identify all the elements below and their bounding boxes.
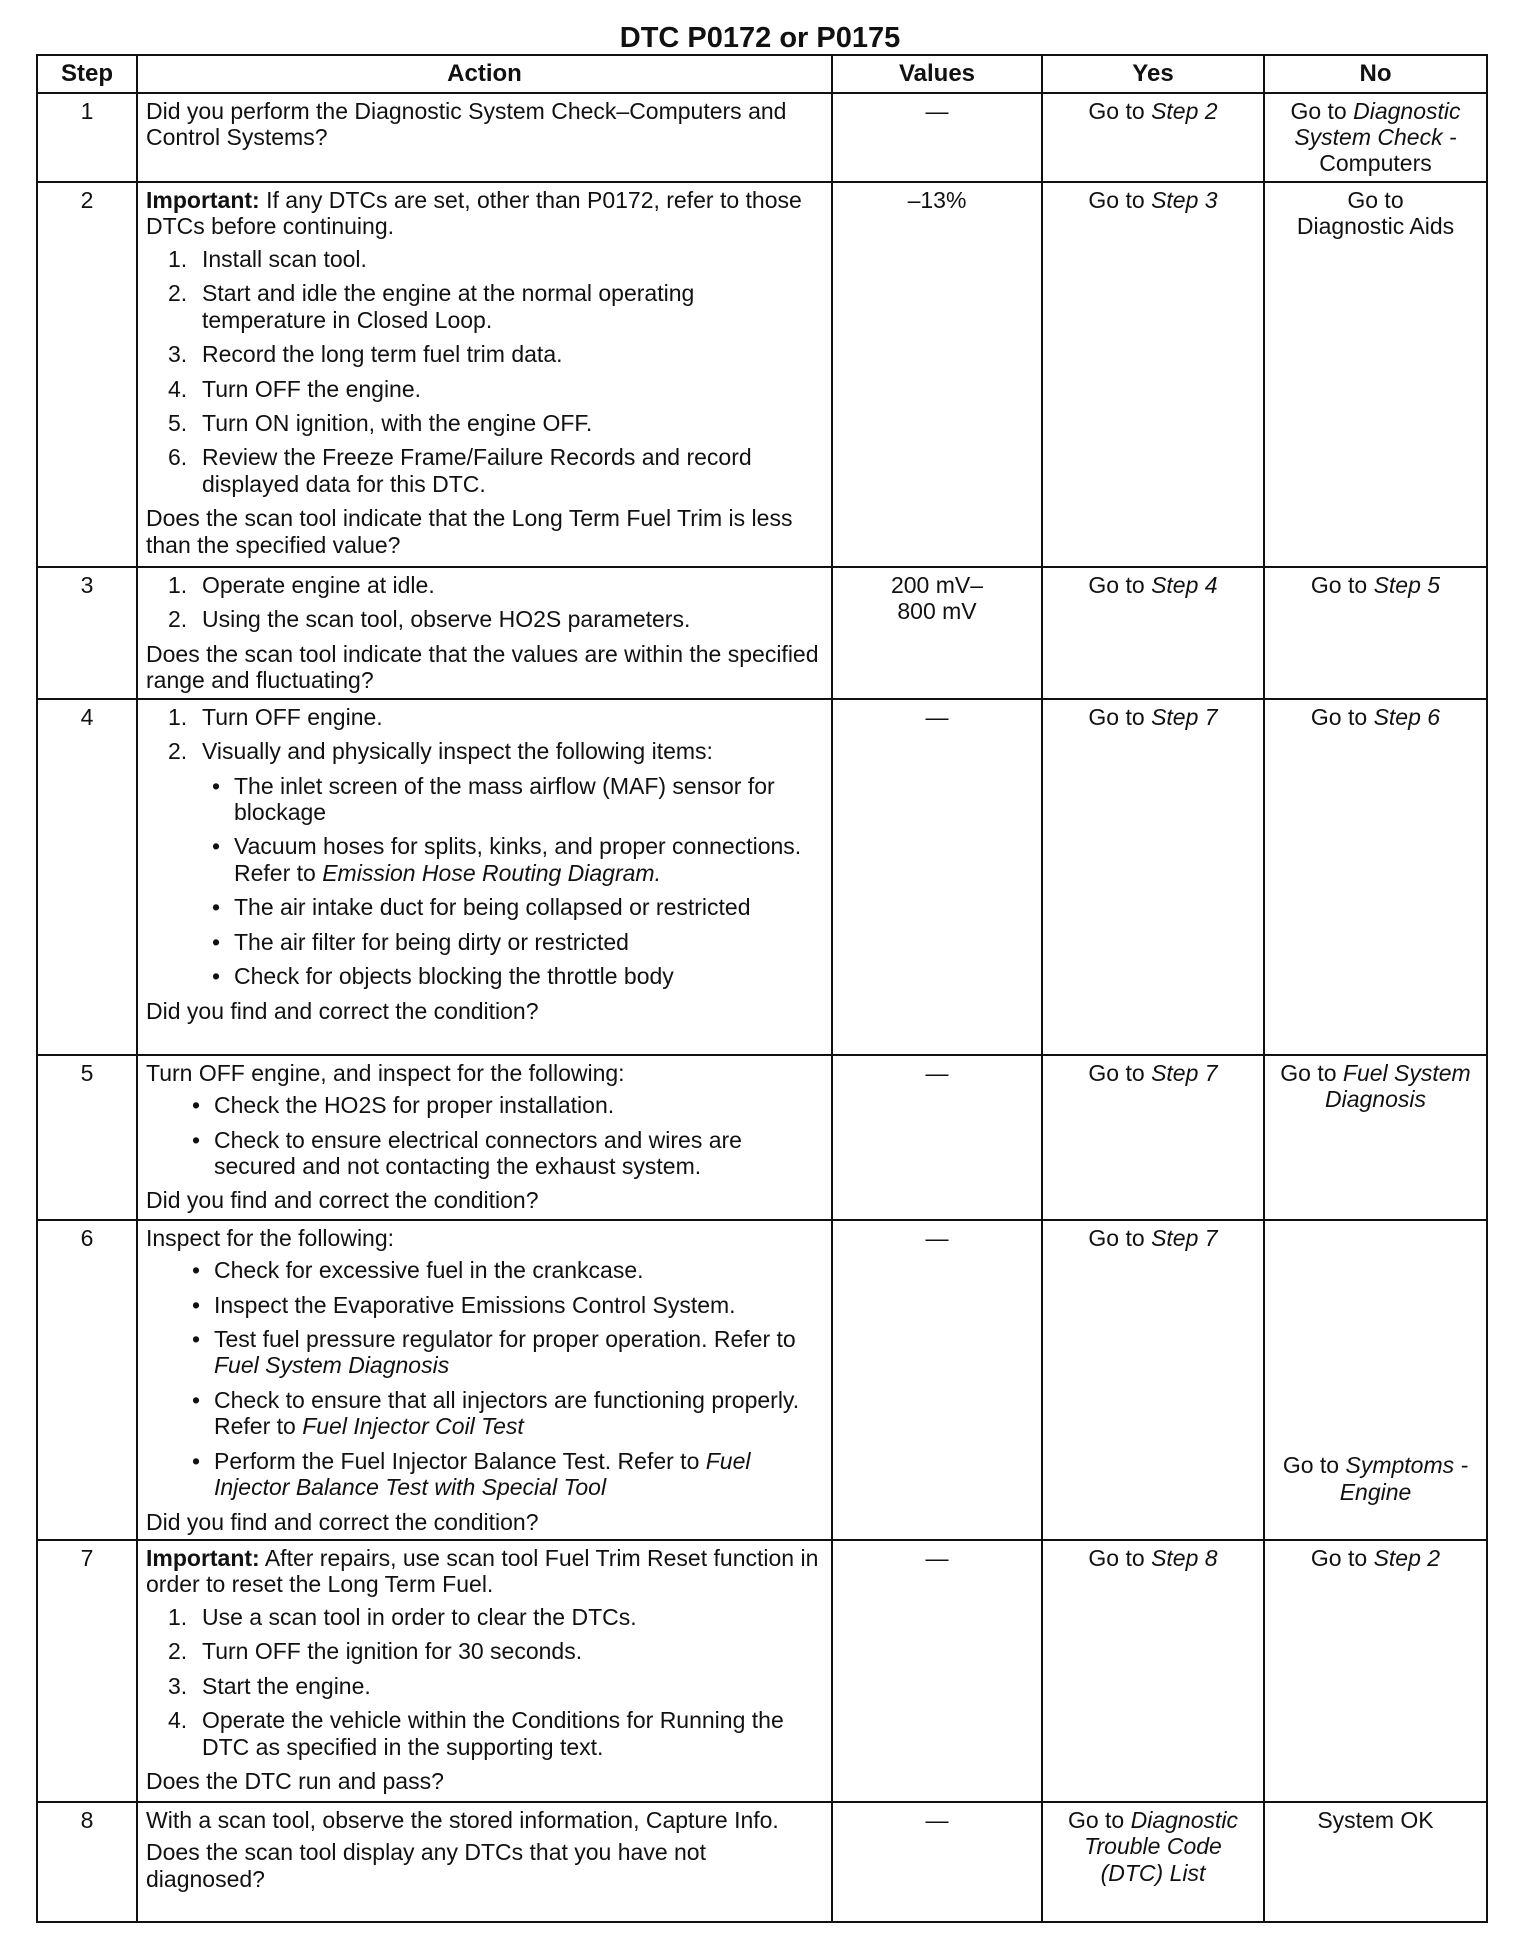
list-item: • The air filter for being dirty or restricted (212, 928, 629, 955)
list-item: • Inspect the Evaporative Emissions Control System. (192, 1291, 736, 1318)
reference-link[interactable]: Fuel Injector Balance Test with Special Tool (214, 1447, 751, 1501)
action-cell (137, 1540, 832, 1802)
action-question: Did you find and correct the condition? (146, 997, 539, 1024)
no-cell (1264, 93, 1487, 182)
action-cell (137, 699, 832, 1055)
list-item: 4. Turn OFF the engine. (168, 375, 422, 402)
yes-cell (1042, 93, 1264, 182)
important-note (146, 1545, 823, 1598)
step-number: 7 (37, 1540, 137, 1802)
value-cell: — (832, 1540, 1042, 1802)
value-cell: 200 mV– 800 mV (832, 567, 1042, 699)
header-row (37, 55, 1487, 93)
table-row (37, 567, 1487, 699)
yes-link[interactable]: Step 3 (1151, 186, 1218, 213)
action-cell (137, 93, 832, 182)
list-item: • Test fuel pressure regulator for proper operation. Refer to Fuel System Diagnosis (192, 1325, 796, 1379)
header-yes: Yes (1042, 55, 1264, 93)
table-row (37, 1055, 1487, 1220)
header-action: Action (137, 55, 832, 93)
action-question: Does the scan tool display any DTCs that you have not diagnosed? (146, 1839, 706, 1892)
action-question: Does the scan tool indicate that the Long Term Fuel Trim is less than the specified value? (146, 505, 793, 558)
list-item: 5. Turn ON ignition, with the engine OFF. (168, 409, 593, 436)
yes-cell: Go to Step 7 (1042, 1220, 1264, 1540)
header-step: Step (37, 55, 137, 93)
no-cell: Go to Step 6 (1264, 699, 1487, 1055)
yes-link[interactable]: Step 4 (1151, 571, 1218, 598)
action-intro: With a scan tool, observe the stored information, Capture Info. (146, 1807, 779, 1834)
no-cell: Go to Diagnostic Aids (1264, 182, 1487, 567)
yes-cell: Go to Step 7 (1042, 699, 1264, 1055)
action-cell (137, 567, 832, 699)
list-item: 3. Start the engine. (168, 1672, 371, 1699)
list-item: • Check to ensure electrical connectors and wires are secured and not contacting the exhaust system. (192, 1126, 742, 1179)
list-item: 3. Record the long term fuel trim data. (168, 341, 563, 368)
reference-link[interactable]: Fuel Injector Coil Test (302, 1413, 524, 1440)
action-question: Does the DTC run and pass? (146, 1768, 444, 1795)
numbered-list (146, 572, 823, 633)
action-question: Did you find and correct the condition? (146, 1508, 539, 1535)
value-cell: –13% (832, 182, 1042, 567)
important-text: After repairs, use scan tool Fuel Trim Reset function in order to reset the Long Term Fuel. (146, 1545, 819, 1598)
value-cell: — (832, 1802, 1042, 1922)
yes-cell: Go to Step 8 (1042, 1540, 1264, 1802)
yes-link[interactable]: Diagnostic Trouble Code (DTC) List (1084, 1807, 1239, 1886)
action-cell (137, 182, 832, 567)
reference-link[interactable]: Emission Hose Routing Diagram. (322, 859, 661, 886)
no-link[interactable]: Symptoms - Engine (1339, 1452, 1469, 1505)
value-cell: — (832, 699, 1042, 1055)
list-item: • Check for excessive fuel in the crankcase. (192, 1257, 644, 1284)
action-cell (137, 1802, 832, 1922)
action-intro: Did you perform the Diagnostic System Check–Computers and Control Systems? (146, 97, 787, 151)
list-item: • Check to ensure that all injectors are functioning properly. Refer to Fuel Injector Coil Test (192, 1386, 800, 1440)
yes-link[interactable]: Step 7 (1151, 703, 1218, 730)
bullet-list (146, 1257, 823, 1501)
list-item: 6. Review the Freeze Frame/Failure Records and record displayed data for this DTC. (168, 444, 752, 497)
yes-link[interactable]: Step 2 (1151, 97, 1218, 124)
list-item: 2. Visually and physically inspect the following items: (168, 738, 713, 765)
no-link[interactable]: Step 6 (1373, 703, 1441, 730)
header-no: No (1264, 55, 1487, 93)
yes-link[interactable]: Step 7 (1151, 1224, 1218, 1251)
list-item: • The inlet screen of the mass airflow (MAF) sensor for blockage (212, 772, 775, 825)
step-number: 4 (37, 699, 137, 1055)
no-link[interactable]: Diagnostic System Check - (1294, 97, 1461, 151)
list-item: • The air intake duct for being collapsed or restricted (212, 894, 751, 921)
value-cell: — (832, 93, 1042, 182)
list-item: • Check the HO2S for proper installation. (192, 1092, 615, 1119)
important-note (146, 187, 823, 240)
yes-link[interactable]: Step 7 (1151, 1059, 1218, 1086)
header-values: Values (832, 55, 1042, 93)
no-link[interactable]: Step 5 (1373, 571, 1441, 598)
yes-link[interactable]: Step 8 (1151, 1545, 1218, 1572)
numbered-list (146, 704, 823, 765)
list-item: 1. Operate engine at idle. (168, 571, 435, 598)
table-row (37, 1540, 1487, 1802)
value-cell: — (832, 1055, 1042, 1220)
bullet-list (146, 773, 823, 990)
reference-link[interactable]: Fuel System Diagnosis (214, 1352, 450, 1379)
no-prefix: Go to (1290, 97, 1354, 124)
yes-cell: Go to Step 3 (1042, 182, 1264, 567)
action-cell (137, 1055, 832, 1220)
numbered-list (146, 246, 823, 498)
important-text: If any DTCs are set, other than P0172, refer to those DTCs before continuing. (146, 186, 802, 240)
no-link[interactable]: Diagnostic Aids (1296, 213, 1455, 240)
list-item: 2. Turn OFF the ignition for 30 seconds. (168, 1638, 583, 1665)
table-row (37, 93, 1487, 182)
diagnostic-table (36, 54, 1488, 1923)
table-row (37, 1220, 1487, 1540)
step-number: 1 (37, 93, 137, 182)
list-item: • Vacuum hoses for splits, kinks, and proper connections. Refer to Emission Hose Routing Diagram. (212, 833, 802, 886)
list-item: 2. Using the scan tool, observe HO2S parameters. (168, 606, 691, 633)
list-item: 1. Install scan tool. (168, 245, 367, 272)
no-cell: Go to Symptoms - Engine (1264, 1220, 1487, 1540)
list-item: • Check for objects blocking the throttle body (212, 963, 674, 990)
important-label: Important: (146, 1545, 260, 1572)
page-title: DTC P0172 or P0175 (619, 22, 901, 54)
list-item: 1. Turn OFF engine. (168, 703, 383, 730)
no-link[interactable]: Fuel System Diagnosis (1325, 1059, 1471, 1113)
action-question: Does the scan tool indicate that the values are within the specified range and fluctuating? (146, 640, 819, 694)
step-number: 5 (37, 1055, 137, 1220)
list-item: 1. Use a scan tool in order to clear the DTCs. (168, 1603, 637, 1630)
action-intro: Turn OFF engine, and inspect for the following: (146, 1059, 625, 1086)
step-number: 8 (37, 1802, 137, 1922)
list-item: 4. Operate the vehicle within the Conditions for Running the DTC as specified in the supporting text. (168, 1707, 784, 1760)
table-row (37, 699, 1487, 1055)
yes-cell: Go to Step 4 (1042, 567, 1264, 699)
step-number: 2 (37, 182, 137, 567)
no-cell: Go to Fuel System Diagnosis (1264, 1055, 1487, 1220)
system-ok: System OK (1317, 1807, 1434, 1834)
no-cell: Go to Step 2 (1264, 1540, 1487, 1802)
no-cell (1264, 1802, 1487, 1922)
yes-cell: Go to Diagnostic Trouble Code (DTC) List (1042, 1802, 1264, 1922)
no-link[interactable]: Step 2 (1373, 1545, 1441, 1572)
numbered-list (146, 1604, 823, 1760)
list-item: 2. Start and idle the engine at the normal operating temperature in Closed Loop. (168, 280, 695, 333)
action-question: Did you find and correct the condition? (146, 1187, 539, 1214)
action-cell (137, 1220, 832, 1540)
yes-cell: Go to Step 7 (1042, 1055, 1264, 1220)
value-cell: — (832, 1220, 1042, 1540)
step-number: 3 (37, 567, 137, 699)
yes-prefix: Go to (1088, 97, 1152, 124)
table-row (37, 1802, 1487, 1922)
table-row (37, 182, 1487, 567)
important-label: Important: (146, 186, 260, 213)
no-cell: Go to Step 5 (1264, 567, 1487, 699)
step-number: 6 (37, 1220, 137, 1540)
action-intro: Inspect for the following: (146, 1224, 395, 1251)
bullet-list (146, 1092, 823, 1179)
no-suffix: Computers (1319, 150, 1432, 177)
list-item: • Perform the Fuel Injector Balance Test. Refer to Fuel Injector Balance Test with Special Tool (192, 1447, 751, 1501)
